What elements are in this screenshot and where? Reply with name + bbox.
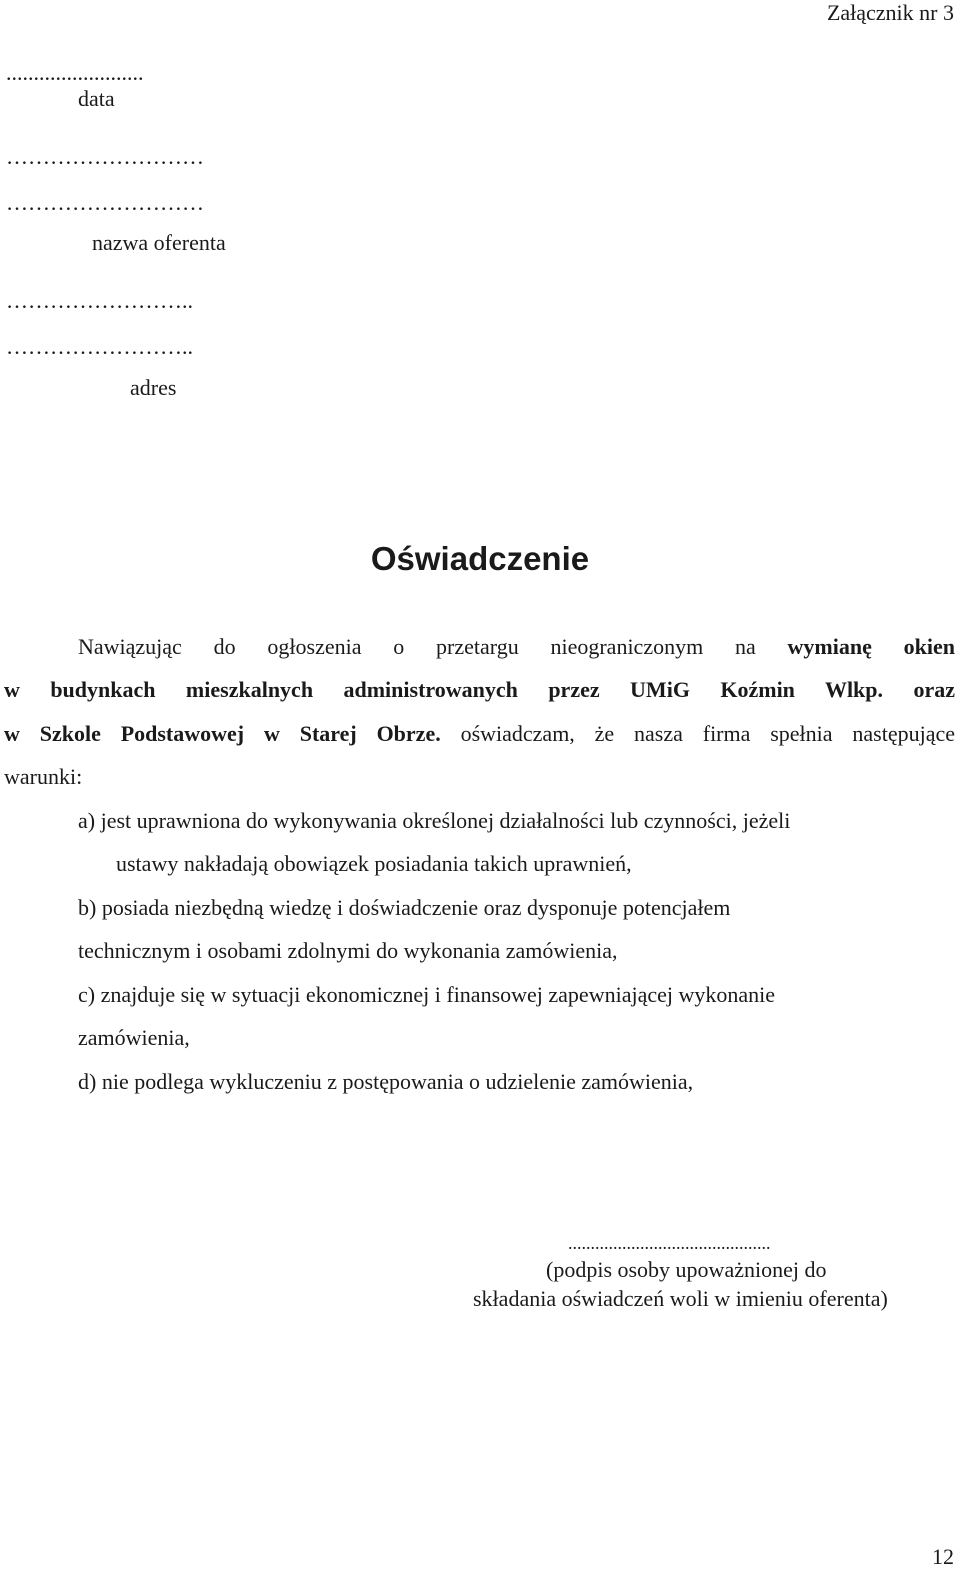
condition-a-continued: ustawy nakładają obowiązek posiadania takich uprawnień,: [116, 851, 632, 876]
date-label: data: [78, 86, 115, 111]
address-dotted-line: ……………………..: [6, 288, 193, 313]
intro-text: oświadczam, że nasza firma spełnia następujące: [460, 721, 956, 746]
address-label: adres: [130, 375, 177, 400]
condition-c: c) znajduje się w sytuacji ekonomicznej i finansowej zapewniającej wykonanie: [78, 982, 776, 1007]
intro-bold-text: wymianę okien: [787, 634, 955, 659]
intro-bold-text: w Szkole Podstawowej w Starej Obrze.: [4, 721, 441, 746]
document-title: Oświadczenie: [370, 540, 590, 577]
intro-paragraph-line: warunki:: [4, 764, 83, 789]
signature-dotted-line: .............................................: [568, 1233, 771, 1253]
signature-caption: (podpis osoby upoważnionej do: [546, 1257, 827, 1282]
intro-paragraph-line: [78, 634, 955, 660]
intro-bold-text: w budynkach mieszkalnych administrowanych przez UMiG Koźmin Wlkp. oraz: [4, 677, 955, 702]
condition-b: b) posiada niezbędną wiedzę i doświadczenie oraz dysponuje potencjałem: [78, 895, 731, 920]
intro-paragraph-line: [4, 721, 955, 747]
condition-c-continued: zamówienia,: [78, 1025, 190, 1050]
attachment-label: Załącznik nr 3: [826, 0, 954, 25]
bidder-name-label: nazwa oferenta: [92, 230, 226, 255]
intro-text: do ogłoszenia o przetargu nieograniczonym na: [213, 634, 756, 659]
date-dotted-line: .........................: [6, 60, 144, 85]
intro-paragraph-line: [4, 677, 955, 703]
condition-b-continued: technicznym i osobami zdolnymi do wykonania zamówienia,: [78, 938, 618, 963]
bidder-name-dotted-line: ………………………: [6, 144, 204, 169]
signature-caption: składania oświadczeń woli w imieniu oferenta): [473, 1286, 888, 1311]
address-dotted-line: ……………………..: [6, 334, 193, 359]
page-number: 12: [932, 1544, 954, 1569]
bidder-name-dotted-line: ………………………: [6, 190, 204, 215]
condition-d: d) nie podlega wykluczeniu z postępowania o udzielenie zamówienia,: [78, 1069, 694, 1094]
intro-text: Nawiązując: [78, 634, 182, 659]
condition-a: a) jest uprawniona do wykonywania określonej działalności lub czynności, jeżeli: [78, 808, 791, 833]
